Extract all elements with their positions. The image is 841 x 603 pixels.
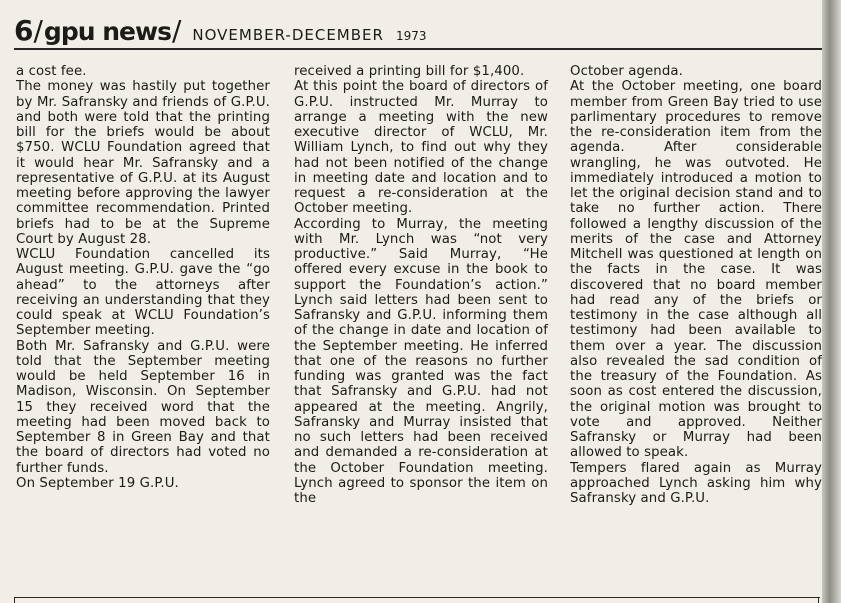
- header-rule: [14, 48, 822, 50]
- column-1-text: a cost fee. The money was hastily put together by Mr. Safransky and friends of G.P.U. and both were told that the printing bill for the briefs would be about $750. WCLU Foundation agreed that it would hear Mr. Safransky and a representative of G.P.U. at its August meeting before approving the lawyer committee recommendation. Printed briefs had to be at the Supreme Court by August 28. WCLU Foundation cancelled its August meeting. G.P.U. gave the “go ahead” to the attorneys after receiving an understanding that they could speak at WCLU Foundation’s September meeting. Both Mr. Safransky and G.P.U. were told that the September meeting would be held September 16 in Madison, Wisconsin. On September 15 they received word that the meeting had been moved back to September 8 in Green Bay and that the board of directors had voted no further funds. On September 19 G.P.U.: [16, 64, 270, 491]
- footer-box-left-edge: [14, 597, 15, 603]
- issue-year: 1973: [395, 29, 427, 43]
- article-column-2: [294, 64, 548, 506]
- article-column-3: [570, 64, 822, 506]
- slash-divider-2: /: [171, 14, 182, 47]
- publication-name: gpu news: [43, 17, 171, 46]
- article-column-1: [16, 64, 270, 491]
- issue-date: NOVEMBER-DECEMBER: [192, 26, 384, 44]
- page-edge-shadow: [822, 0, 841, 603]
- page-header: [14, 14, 427, 50]
- column-3-text: October agenda. At the October meeting, one board member from Green Bay tried to use parlimentary procedures to remove the re-consideration item from the agenda. After considerable wrangling, he was outvoted. He immediately introduced a motion to let the original decision stand and to take no further action. There followed a lengthy discussion of the merits of the case and Attorney Mitchell was questioned at length on the facts in the case. It was discovered that no board member had read any of the briefs or testimony in the case although all testimony had been available to them over a year. The discussion also revealed the sad condition of the treasury of the Foundation. As soon as cost entered the discussion, the original motion was brought to vote and approved. Neither Safransky or Murray had been allowed to speak. Tempers flared again as Murray approached Lynch asking him why Safransky and G.P.U.: [570, 64, 822, 506]
- slash-divider: /: [33, 14, 43, 47]
- footer-box-rule: [14, 597, 820, 598]
- column-2-text: received a printing bill for $1,400. At this point the board of directors of G.P.U. instructed Mr. Murray to arrange a meeting with the new executive director of WCLU, Mr. William Lynch, to find out why they had not been notified of the change in meeting date and location and to request a re-consideration at the October meeting. According to Murray, the meeting with Mr. Lynch was “not very productive.” Said Murray, “He offered every excuse in the book to support the Foundation’s action.” Lynch said letters had been sent to Safransky and G.P.U. informing them of the change in date and location of the September meeting. He inferred that one of the reasons no further funding was granted was the fact that Safransky and G.P.U. had not appeared at the meeting. Angrily, Safransky and Murray insisted that no such letters had been received and demanded a re-consideration at the October Foundation meeting. Lynch agreed to sponsor the item on the: [294, 64, 548, 506]
- issue-number: 6: [14, 14, 33, 47]
- footer-box-right-edge: [818, 597, 819, 603]
